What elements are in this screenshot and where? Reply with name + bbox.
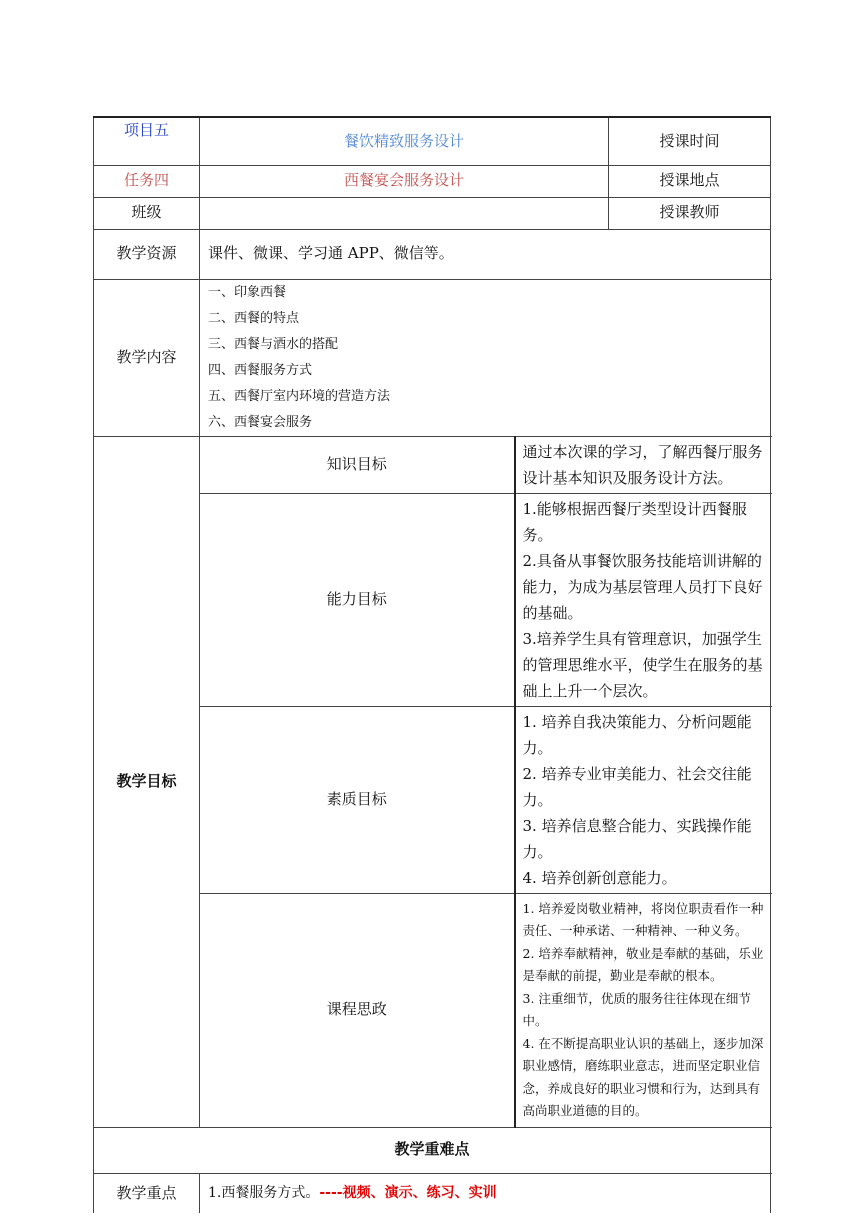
key-points-section-title: 教学重难点	[94, 1127, 771, 1173]
knowledge-goal-line: 通过本次课的学习，了解西餐厅服务设计基本知识及服务设计方法。	[522, 442, 763, 487]
ability-goal-line: 2.具备从事餐饮服务技能培训讲解的能力，为成为基层管理人员打下良好的基础。	[522, 551, 763, 622]
key-points-text: 1.西餐服务方式。	[208, 1184, 320, 1201]
ideology-goal-line: 3. 注重细节，优质的服务往往体现在细节中。	[522, 990, 751, 1028]
task-label: 任务四	[94, 165, 200, 197]
content-item: 二、西餐的特点	[208, 310, 300, 326]
class-value[interactable]	[200, 197, 609, 229]
key-points-methods: ----视频、演示、练习、实训	[319, 1184, 497, 1201]
ability-goal-line: 1.能够根据西餐厅类型设计西餐服务。	[522, 499, 747, 544]
ideology-goal-line: 2. 培养奉献精神，敬业是奉献的基础，乐业是奉献的前提，勤业是奉献的根本。	[522, 945, 764, 983]
project-label: 项目五	[94, 117, 200, 165]
project-title: 餐饮精致服务设计	[200, 117, 609, 165]
place-label: 授课地点	[609, 165, 771, 197]
key-points-label: 教学重点	[94, 1173, 200, 1213]
class-label: 班级	[94, 197, 200, 229]
content-label: 教学内容	[94, 279, 200, 436]
content-item: 四、西餐服务方式	[208, 362, 313, 378]
ideology-goal-line: 1. 培养爱岗敬业精神，将岗位职责看作一种责任、一种承诺、一种精神、一种义务。	[522, 900, 764, 938]
ability-goal-text	[515, 493, 771, 706]
ideology-goal-text	[515, 893, 771, 1127]
resources-value: 课件、微课、学习通 APP、微信等。	[200, 229, 771, 279]
quality-goal-line: 2. 培养专业审美能力、社会交往能力。	[522, 764, 752, 809]
lesson-plan-table	[93, 116, 771, 1213]
content-item: 六、西餐宴会服务	[208, 414, 313, 430]
quality-goal-line: 3. 培养信息整合能力、实践操作能力。	[522, 816, 752, 861]
quality-goal-line: 4. 培养创新创意能力。	[522, 868, 677, 887]
ability-goal-label: 能力目标	[200, 493, 515, 706]
content-item: 三、西餐与酒水的搭配	[208, 336, 339, 352]
ability-goal-line: 3.培养学生具有管理意识，加强学生的管理思维水平，使学生在服务的基础上上升一个层次。	[522, 629, 763, 700]
quality-goal-label: 素质目标	[200, 706, 515, 893]
quality-goal-line: 1. 培养自我决策能力、分析问题能力。	[522, 712, 752, 757]
content-item: 五、西餐厅室内环境的营造方法	[208, 388, 391, 404]
content-list	[200, 279, 771, 436]
knowledge-goal-label: 知识目标	[200, 436, 515, 493]
quality-goal-text	[515, 706, 771, 893]
resources-label: 教学资源	[94, 229, 200, 279]
task-title: 西餐宴会服务设计	[200, 165, 609, 197]
key-points-content	[200, 1173, 771, 1213]
content-item: 一、印象西餐	[208, 284, 287, 300]
time-label: 授课时间	[609, 117, 771, 165]
knowledge-goal-text	[515, 436, 771, 493]
teacher-label: 授课教师	[609, 197, 771, 229]
ideology-goal-line: 4. 在不断提高职业认识的基础上，逐步加深职业感情，磨练职业意志，进而坚定职业信念，养成良好的职业习惯和行为，达到具有高尚职业道德的目的。	[522, 1035, 764, 1118]
ideology-goal-label: 课程思政	[200, 893, 515, 1127]
goals-label: 教学目标	[94, 436, 200, 1127]
